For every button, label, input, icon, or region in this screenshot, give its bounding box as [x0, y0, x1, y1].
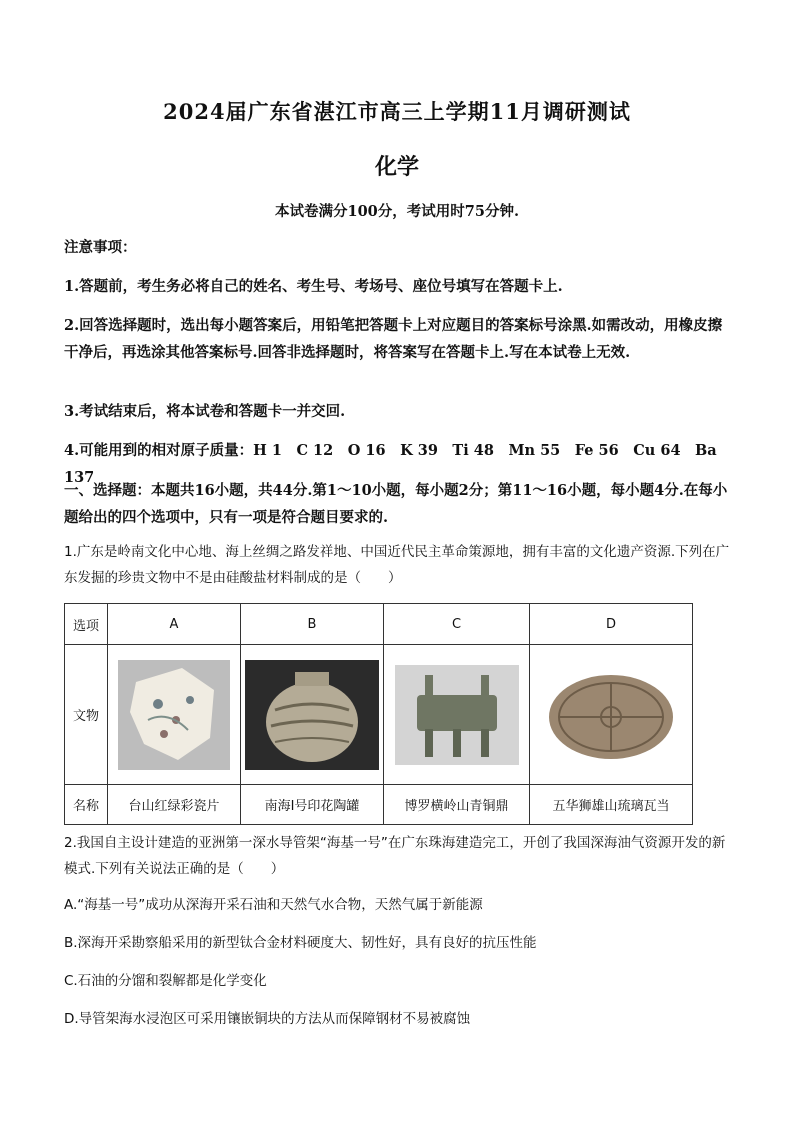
row-label-name: 名称	[65, 785, 108, 825]
question-2-choice-a: A.“海基一号”成功从深海开采石油和天然气水合物，天然气属于新能源	[64, 897, 483, 913]
relics-table	[64, 603, 693, 825]
note-item-2: 2.回答选择题时，选出每小题答案后，用铅笔把答题卡上对应题目的答案标号涂黑.如需改动，用橡皮擦干净后，再选涂其他答案标号.回答非选择题时，将答案写在答题卡上.写在本试卷上无效.	[64, 317, 723, 361]
row-label-option: 选项	[65, 604, 108, 645]
porcelain-shard-image	[118, 660, 230, 770]
exam-info: 本试卷满分100分，考试用时75分钟.	[275, 203, 519, 220]
option-b-header: B	[241, 604, 384, 645]
relic-name-d: 五华狮雄山琉璃瓦当	[530, 785, 693, 825]
question-2-choice-d: D.导管架海水浸泡区可采用镶嵌铜块的方法从而保障钢材不易被腐蚀	[64, 1011, 471, 1027]
bronze-ding-image	[395, 665, 519, 765]
question-2-choice-b: B.深海开采勘察船采用的新型钛合金材料硬度大、韧性好，具有良好的抗压性能	[64, 935, 537, 951]
table-row	[65, 785, 693, 825]
table-row	[65, 604, 693, 645]
note-item-4: 4.可能用到的相对原子质量：H 1 C 12 O 16 K 39 Ti 48 Mn 55 Fe 56 Cu 64 Ba 137	[64, 442, 717, 486]
relic-name-b: 南海Ⅰ号印花陶罐	[241, 785, 384, 825]
glazed-tile-image	[541, 667, 681, 763]
option-a-header: A	[108, 604, 241, 645]
note-item-3: 3.考试结束后，将本试卷和答题卡一并交回.	[64, 403, 346, 420]
relic-name-a: 台山红绿彩瓷片	[108, 785, 241, 825]
option-c-header: C	[384, 604, 530, 645]
relic-name-c: 博罗横岭山青铜鼎	[384, 785, 530, 825]
note-item-1: 1.答题前，考生务必将自己的姓名、考生号、考场号、座位号填写在答题卡上.	[64, 278, 563, 295]
option-d-header: D	[530, 604, 693, 645]
exam-title: 2024届广东省湛江市高三上学期11月调研测试	[163, 99, 631, 124]
section-heading: 一、选择题：本题共16小题，共44分.第1～10小题，每小题2分；第11～16小题，每小题4分.在每小题给出的四个选项中，只有一项是符合题目要求的.	[64, 482, 728, 526]
pottery-jar-image	[245, 660, 379, 770]
question-2-stem: 2.我国自主设计建造的亚洲第一深水导管架“海基一号”在广东珠海建造完工，开创了我国深海油气资源开发的新模式.下列有关说法正确的是（ ）	[64, 835, 726, 877]
table-row	[65, 645, 693, 785]
row-label-relic: 文物	[65, 645, 108, 785]
question-2-choice-c: C.石油的分馏和裂解都是化学变化	[64, 973, 267, 989]
subject-title: 化学	[374, 154, 419, 180]
notes-heading: 注意事项：	[64, 239, 137, 256]
question-1-stem: 1.广东是岭南文化中心地、海上丝绸之路发祥地、中国近代民主革命策源地，拥有丰富的文化遗产资源.下列在广东发掘的珍贵文物中不是由硅酸盐材料制成的是（ ）	[64, 544, 730, 586]
